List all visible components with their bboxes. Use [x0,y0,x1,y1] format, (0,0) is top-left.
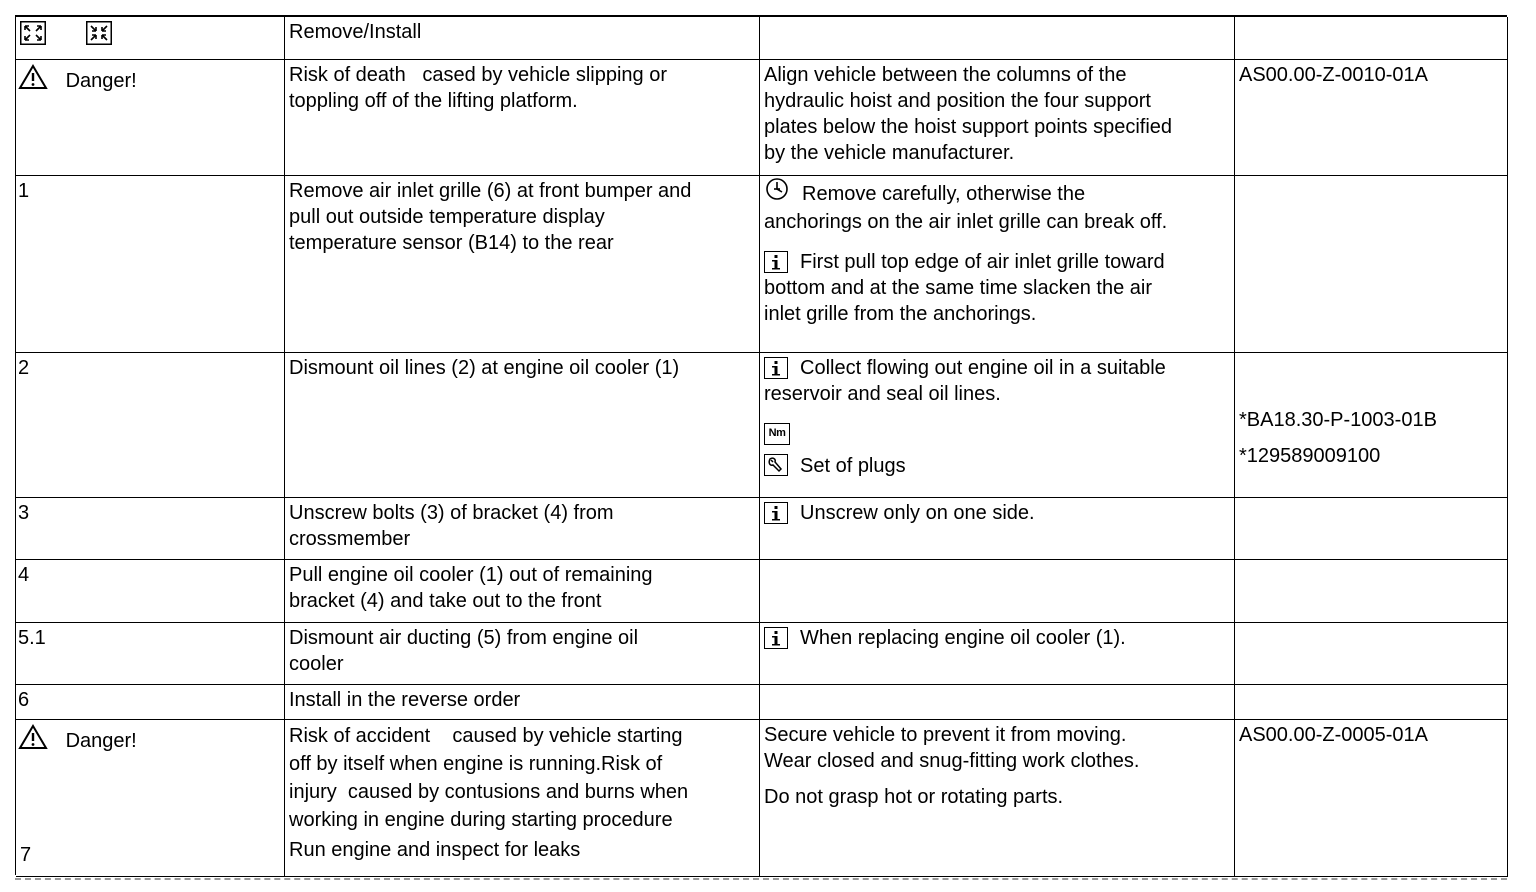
row-6-col-4 [1235,623,1508,685]
torque-nm-icon[interactable] [764,423,790,445]
info-icon [764,251,788,273]
row-0-col-4 [1235,17,1508,60]
info-text: bottom and at the same time slacken the air [764,277,1152,299]
tool-reference-link[interactable]: *129589009100 [1239,445,1381,467]
row-4-col-1 [16,498,285,560]
danger-label: Danger! [65,70,137,92]
step-text: bracket (4) and take out to the front [289,590,602,612]
row-4-col-4 [1235,498,1508,560]
row-5-col-1 [16,560,285,623]
row-7-col-4 [1235,685,1508,720]
tool-text: Set of plugs [800,454,906,477]
risk-text: working in engine during starting procedure [289,809,673,831]
row-7-col-2 [285,685,760,720]
caution-text: Remove carefully, otherwise the [802,183,1086,205]
row-2-col-4 [1235,176,1508,353]
note-line: Secure vehicle to prevent it from moving. [764,724,1127,746]
row-3-col-4 [1235,353,1508,498]
row-8-col-2 [285,720,760,877]
step-text: Pull engine oil cooler (1) out of remaining [289,564,653,586]
row-6-col-2 [285,623,760,685]
step-number: 3 [18,502,30,524]
torque-nm-label: Nm [768,427,786,439]
row-3-col-1 [16,353,285,498]
risk-rest: caused by vehicle starting [452,725,683,747]
row-4-col-2 [285,498,760,560]
step-text: Install in the reverse order [289,689,521,711]
row-0-col-2 [285,17,760,60]
step-text: temperature sensor (B14) to the rear [289,232,614,254]
info-text: Unscrew only on one side. [800,502,1035,524]
row-5-col-4 [1235,560,1508,623]
risk-text: off by itself when engine is running.Risk of [289,753,663,775]
row-7-col-1 [16,685,285,720]
info-text: Collect flowing out engine oil in a suitable [800,357,1166,379]
row-1-col-1 [16,60,285,176]
note-line: Wear closed and snug-fitting work clothes. [764,750,1140,772]
warning-icon [18,64,48,97]
step-text: Run engine and inspect for leaks [289,839,581,861]
danger-label: Danger! [65,730,137,752]
info-text: When replacing engine oil cooler (1). [800,627,1126,649]
step-text: Dismount oil lines (2) at engine oil cooler (1) [289,357,680,379]
step-text: crossmember [289,528,411,550]
special-tool-icon[interactable] [764,454,788,476]
step-number: 5.1 [18,627,46,649]
row-3-col-3 [760,353,1235,498]
row-8-col-1 [16,720,285,877]
procedure-table [15,15,1507,875]
step-text: pull out outside temperature display [289,206,605,228]
row-2-col-2 [285,176,760,353]
info-text: First pull top edge of air inlet grille toward [800,251,1165,273]
info-icon [764,357,788,379]
step-number: 1 [18,180,30,202]
info-icon [764,627,788,649]
row-2-col-3 [760,176,1235,353]
reference-link[interactable]: AS00.00-Z-0010-01A [1239,64,1429,86]
row-3-col-2 [285,353,760,498]
note-line: Align vehicle between the columns of the [764,64,1127,86]
row-5-col-3 [760,560,1235,623]
row-4-col-3 [760,498,1235,560]
info-icon [764,502,788,524]
step-text: Unscrew bolts (3) of bracket (4) from [289,502,614,524]
torque-reference-link[interactable]: *BA18.30-P-1003-01B [1239,409,1437,431]
row-0-col-1 [16,17,285,60]
note-line: by the vehicle manufacturer. [764,142,1015,164]
risk-lead: injury [289,781,337,803]
step-text: cooler [289,653,344,675]
step-number: 6 [18,689,30,711]
row-6-col-1 [16,623,285,685]
row-7-col-3 [760,685,1235,720]
risk-lead: Risk of death [289,64,406,86]
risk-text: toppling off of the lifting platform. [289,90,578,112]
page-cut-divider [15,878,1507,882]
row-0-col-3 [760,17,1235,60]
row-8-col-4 [1235,720,1508,877]
caution-text: anchorings on the air inlet grille can break off. [764,211,1168,233]
row-1-col-3 [760,60,1235,176]
row-8-col-3 [760,720,1235,877]
info-text: inlet grille from the anchorings. [764,303,1037,325]
row-1-col-4 [1235,60,1508,176]
row-6-col-3 [760,623,1235,685]
info-text: reservoir and seal oil lines. [764,383,1001,405]
step-number: 2 [18,357,30,379]
risk-rest: cased by vehicle slipping or [422,64,667,86]
step-number: 4 [18,564,30,586]
row-5-col-2 [285,560,760,623]
risk-lead: Risk of accident [289,725,431,747]
reference-link[interactable]: AS00.00-Z-0005-01A [1239,724,1429,746]
note-line: plates below the hoist support points specified [764,116,1173,138]
caution-clock-icon [764,178,792,209]
step-text: Remove/Install [289,21,422,43]
collapse-icon[interactable] [86,21,112,52]
risk-rest: caused by contusions and burns when [347,781,689,803]
note-line: hydraulic hoist and position the four support [764,90,1151,112]
row-2-col-1 [16,176,285,353]
note-line: Do not grasp hot or rotating parts. [764,786,1064,808]
expand-icon[interactable] [20,21,46,52]
step-text: Remove air inlet grille (6) at front bumper and [289,180,692,202]
row-1-col-2 [285,60,760,176]
warning-icon [18,724,48,757]
step-text: Dismount air ducting (5) from engine oil [289,627,639,649]
step-number: 7 [20,844,32,866]
